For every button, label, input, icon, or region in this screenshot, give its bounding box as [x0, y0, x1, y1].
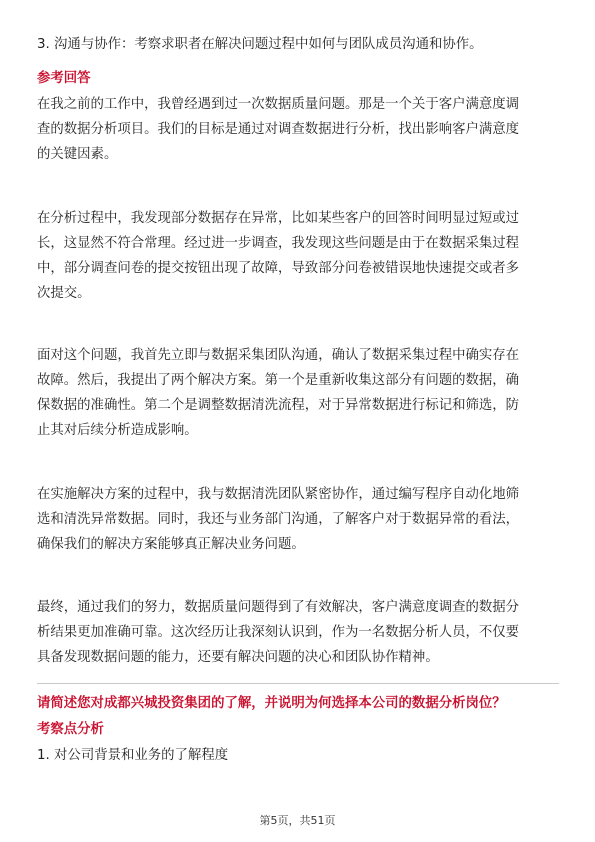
paragraph-3-line-2: 故障。然后，我提出了两个解决方案。第一个是重新收集这部分有问题的数据，确 [37, 373, 520, 388]
section-divider [37, 683, 559, 684]
paragraph-3-line-1: 面对这个问题，我首先立即与数据采集团队沟通，确认了数据采集过程中确实存在 [37, 348, 520, 363]
answer-heading: 参考回答 [37, 71, 91, 86]
paragraph-1-line-2: 查的数据分析项目。我们的目标是通过对调查数据进行分析，找出影响客户满意度 [37, 122, 520, 137]
paragraph-3-line-4: 止其对后续分析造成影响。 [37, 423, 198, 438]
paragraph-2-line-1: 在分析过程中，我发现部分数据存在异常，比如某些客户的回答时间明显过短或过 [37, 211, 520, 226]
paragraph-1-line-1: 在我之前的工作中，我曾经遇到过一次数据质量问题。那是一个关于客户满意度调 [37, 97, 520, 112]
paragraph-1-line-3: 的关键因素。 [37, 147, 118, 162]
paragraph-5-line-3: 具备发现数据问题的能力，还要有解决问题的决心和团队协作精神。 [37, 650, 439, 665]
paragraph-3-line-3: 保数据的准确性。第二个是调整数据清洗流程，对于异常数据进行标记和筛选，防 [37, 398, 520, 413]
paragraph-2-line-4: 次提交。 [37, 286, 91, 301]
intro-point: 3. 沟通与协作：考察求职者在解决问题过程中如何与团队成员沟通和协作。 [37, 37, 483, 52]
paragraph-5-line-2: 析结果更加准确可靠。这次经历让我深刻认识到，作为一名数据分析人员，不仅要 [37, 625, 520, 640]
paragraph-2-line-3: 中，部分调查问卷的提交按钮出现了故障，导致部分问卷被错误地快速提交或者多 [37, 261, 520, 276]
page-number: 第5页，共51页 [259, 814, 336, 827]
paragraph-4-line-3: 确保我们的解决方案能够真正解决业务问题。 [37, 537, 305, 552]
next-question: 请简述您对成都兴城投资集团的了解，并说明为何选择本公司的数据分析岗位？ [37, 696, 506, 711]
paragraph-4-line-1: 在实施解决方案的过程中，我与数据清洗团队紧密协作，通过编写程序自动化地筛 [37, 487, 520, 502]
paragraph-2-line-2: 长，这显然不符合常理。经过进一步调查，我发现这些问题是由于在数据采集过程 [37, 236, 520, 251]
paragraph-4-line-2: 选和清洗异常数据。同时，我还与业务部门沟通，了解客户对于数据异常的看法， [37, 512, 520, 527]
paragraph-5-line-1: 最终，通过我们的努力，数据质量问题得到了有效解决，客户满意度调查的数据分 [37, 600, 520, 615]
analysis-point-1: 1. 对公司背景和业务的了解程度 [37, 748, 229, 763]
analysis-heading: 考察点分析 [37, 722, 104, 737]
